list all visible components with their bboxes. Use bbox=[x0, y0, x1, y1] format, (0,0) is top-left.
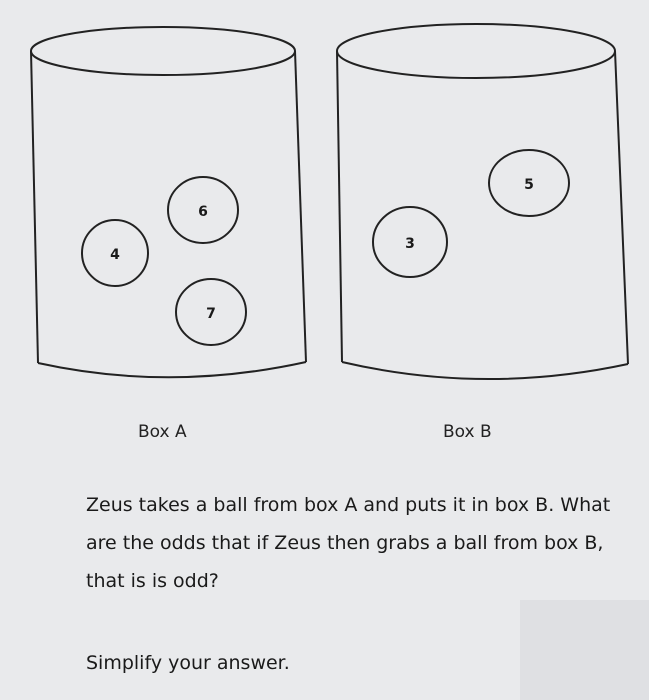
box-a-label: Box A bbox=[138, 422, 187, 442]
ball-b-1-label: 5 bbox=[524, 177, 534, 193]
question-text: Zeus takes a ball from box A and puts it in box B. What are the odds that if Zeus then grabs a ball from box B, that is is odd? bbox=[86, 494, 611, 592]
ball-b-2-label: 3 bbox=[405, 236, 415, 252]
box-b-label: Box B bbox=[443, 422, 492, 442]
instruction-text: Simplify your answer. bbox=[86, 652, 290, 674]
ball-a-1-label: 4 bbox=[110, 247, 120, 263]
ball-a-3-label: 7 bbox=[206, 306, 216, 322]
ball-a-2-label: 6 bbox=[198, 204, 208, 220]
